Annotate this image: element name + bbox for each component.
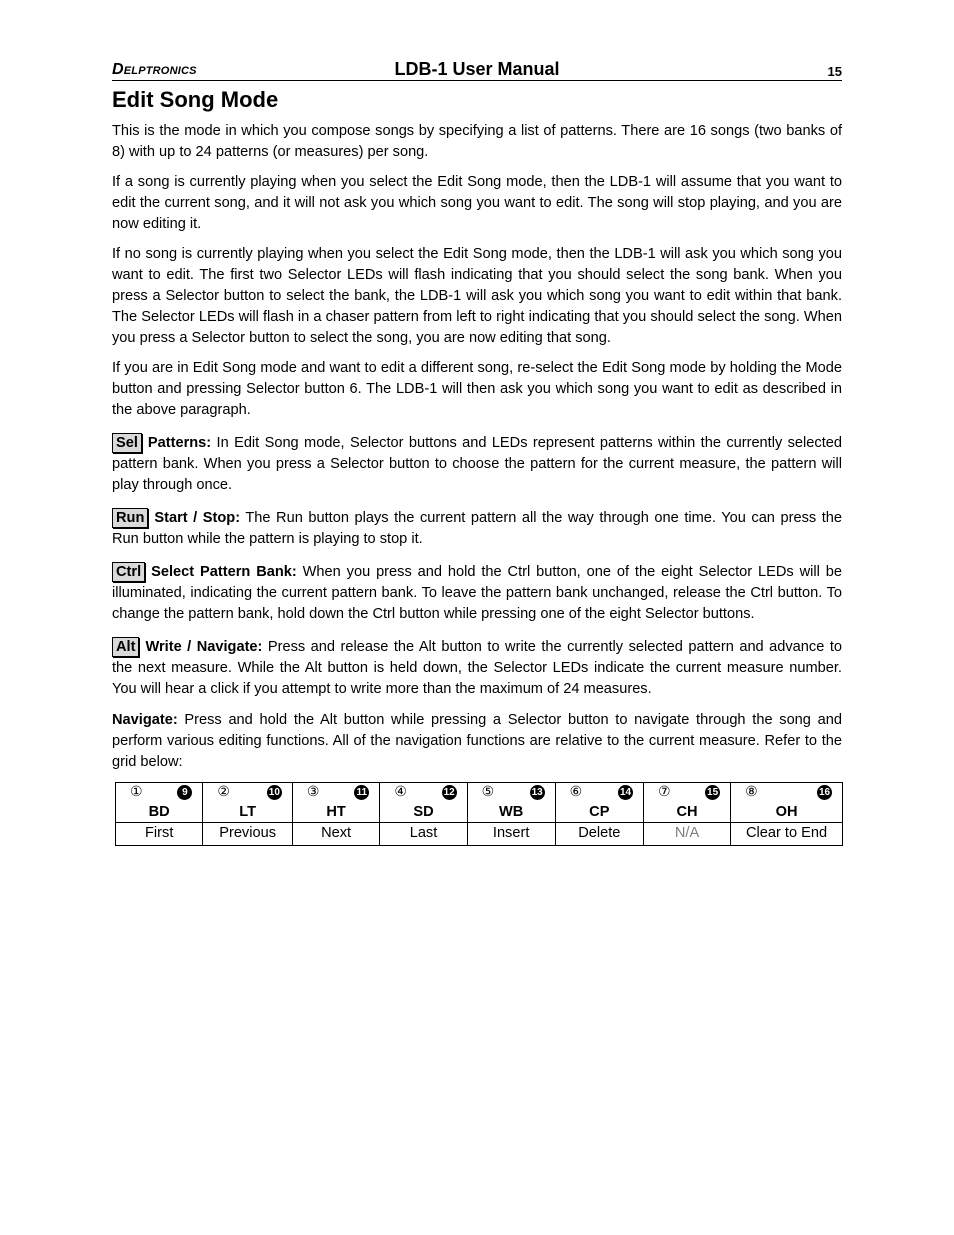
selector-number: ⑦ bbox=[658, 783, 671, 799]
function-cell: Delete bbox=[555, 823, 643, 846]
instrument-label: CH bbox=[676, 804, 698, 820]
alt-key-icon: Alt bbox=[112, 637, 139, 657]
grid-cell bbox=[467, 783, 555, 823]
intro-paragraph: This is the mode in which you compose songs by specifying a list of patterns. There are 16 songs (two banks of 8) with up to 24 patterns (or measures) per song. bbox=[112, 123, 842, 160]
instrument-label: LT bbox=[239, 804, 256, 820]
not-playing-paragraph: If no song is currently playing when you select the Edit Song mode, then the LDB-1 will ask you which song you want to edit. The first two Selector LEDs will flash indicating that you should select the song bank. When you press a Selector button to select the bank, the LDB-1 will ask you which song you want to edit within that bank. The Selector LEDs will flash in a chaser pattern from left to right indicating that you should select the song. When you press a Selector button to select the song, you are now editing that song. bbox=[112, 246, 842, 346]
control-lead: Select Pattern Bank: bbox=[151, 564, 297, 580]
selector-number-alt: 12 bbox=[443, 787, 455, 798]
sel-key-icon: Sel bbox=[112, 433, 142, 453]
control-text: Press and release the Alt button to write the currently selected pattern and advance to the next measure. While the Alt button is held down, the Selector LEDs indicate the current measure number. You will hear a click if you attempt to write more than the maximum of 24 measures. bbox=[112, 639, 842, 697]
run-key-icon: Run bbox=[112, 508, 148, 528]
page-number: 15 bbox=[827, 64, 842, 79]
instrument-label: BD bbox=[148, 804, 170, 820]
instrument-label: WB bbox=[498, 804, 524, 820]
reselect-paragraph: If you are in Edit Song mode and want to edit a different song, re-select the Edit Song mode by holding the Mode button and pressing Selector button 6. The LDB-1 will then ask you which song you want to edit as described in the above paragraph. bbox=[112, 360, 842, 418]
grid-cell bbox=[380, 783, 467, 823]
function-cell: Previous bbox=[203, 823, 292, 846]
selector-number: ① bbox=[130, 783, 143, 799]
selector-number: ④ bbox=[394, 783, 407, 799]
control-text: In Edit Song mode, Selector buttons and LEDs represent patterns within the currently selected pattern bank. When you press a Selector button to choose the pattern for the current measure, the pattern will play through once. bbox=[112, 435, 842, 493]
document-title: LDB-1 User Manual bbox=[394, 59, 560, 79]
control-alt bbox=[112, 637, 842, 700]
grid-cell bbox=[116, 783, 203, 823]
selector-number: ⑤ bbox=[481, 783, 495, 799]
control-lead: Start / Stop: bbox=[154, 510, 241, 526]
section-title: Edit Song Mode bbox=[112, 87, 279, 112]
grid-cell bbox=[203, 783, 292, 823]
selector-number: ② bbox=[217, 783, 230, 799]
control-lead: Write / Navigate: bbox=[145, 639, 263, 655]
selector-number-alt: 9 bbox=[177, 785, 192, 800]
page-header bbox=[112, 56, 842, 81]
selector-number-alt: 13 bbox=[531, 787, 543, 798]
ctrl-key-icon: Ctrl bbox=[112, 562, 145, 582]
selector-number: ⑧ bbox=[745, 783, 758, 799]
function-cell: First bbox=[116, 823, 203, 846]
selector-number-alt: 11 bbox=[354, 785, 369, 800]
control-text: The Run button plays the current pattern all the way through one time. You can press the Run button while the pattern is playing to stop it. bbox=[112, 510, 842, 547]
navigate-lead: Navigate: bbox=[112, 712, 178, 728]
function-cell: N/A bbox=[644, 823, 731, 846]
grid-cell bbox=[644, 783, 731, 823]
selector-number-alt: 15 bbox=[707, 787, 719, 798]
manual-page bbox=[112, 56, 842, 846]
function-cell: Last bbox=[380, 823, 467, 846]
selector-number: ⑥ bbox=[569, 783, 583, 799]
grid-header-row bbox=[116, 783, 843, 823]
instrument-label: SD bbox=[413, 804, 434, 820]
control-ctrl bbox=[112, 562, 842, 625]
control-sel bbox=[112, 433, 842, 496]
function-cell: Insert bbox=[467, 823, 555, 846]
control-run bbox=[112, 508, 842, 550]
navigate-text: Press and hold the Alt button while pressing a Selector button to navigate through the song and perform various editing functions. All of the navigation functions are relative to the current measure. Refer to the grid below: bbox=[112, 712, 842, 770]
selector-number: ③ bbox=[306, 783, 320, 799]
selector-number-alt: 16 bbox=[818, 787, 831, 798]
selector-number-alt: 14 bbox=[619, 787, 632, 798]
instrument-label: CP bbox=[589, 804, 610, 820]
brand-logo: Delptronics bbox=[112, 61, 197, 78]
instrument-label: HT bbox=[326, 804, 346, 820]
selector-number-alt: 10 bbox=[268, 787, 280, 798]
grid-function-row bbox=[116, 823, 843, 846]
control-text: When you press and hold the Ctrl button, one of the eight Selector LEDs will be illuminated, indicating the current pattern bank. To leave the pattern bank unchanged, release the Ctrl button. To change the pattern bank, hold down the Ctrl button while pressing one of the eight Selector buttons. bbox=[112, 564, 843, 622]
instrument-label: OH bbox=[775, 804, 798, 820]
navigation-grid bbox=[115, 782, 843, 846]
playing-paragraph: If a song is currently playing when you select the Edit Song mode, then the LDB-1 will assume that you want to edit the current song, and it will not ask you which song you want to edit. The song will stop playing, and you are now editing it. bbox=[112, 174, 842, 232]
control-lead: Patterns: bbox=[147, 435, 212, 451]
grid-cell bbox=[292, 783, 380, 823]
navigate-paragraph bbox=[112, 710, 842, 773]
grid-cell bbox=[731, 783, 843, 823]
function-cell: Clear to End bbox=[731, 823, 843, 846]
grid-cell bbox=[555, 783, 643, 823]
function-cell: Next bbox=[292, 823, 380, 846]
